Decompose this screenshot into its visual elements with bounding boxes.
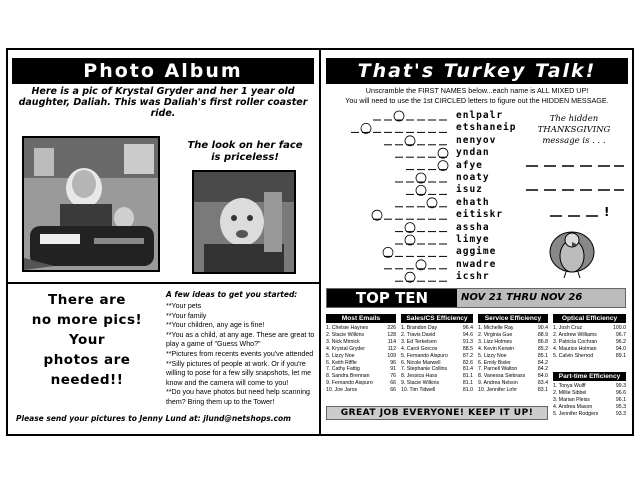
- instructions-line-1: Unscramble the FIRST NAMES below...each name is ALL MIXED UP!: [365, 86, 589, 95]
- row-name: 7. Stephanie Collins: [401, 366, 448, 373]
- no-more-line-2: no more pics!: [31, 312, 143, 328]
- top-ten-table: [478, 314, 548, 394]
- circled-letter: [438, 148, 448, 158]
- table-row: [401, 360, 473, 367]
- idea-item: **Your children, any age is fine!: [166, 321, 265, 330]
- row-value: 76: [390, 373, 396, 380]
- row-name: 2. Virginia Gue: [478, 331, 513, 338]
- row-value: 87.2: [462, 352, 473, 359]
- row-value: 226: [387, 325, 396, 331]
- table-row: [326, 373, 396, 380]
- circled-letter: [361, 123, 371, 133]
- great-job-banner: GREAT JOB EVERYONE! KEEP IT UP!: [326, 406, 548, 420]
- row-value: 96.1: [615, 396, 626, 403]
- row-value: 86.8: [537, 338, 548, 345]
- row-value: 85.1: [537, 352, 548, 359]
- row-value: 114: [387, 338, 396, 345]
- idea-item: **Silly pictures of people at work. Or if you're willing to pose for a few silly snapshots, let me know and the camera will come to you!: [166, 359, 312, 387]
- row-value: 96.2: [615, 338, 626, 345]
- table-row: [326, 339, 396, 346]
- table-row: [553, 383, 626, 390]
- top-ten-table: [553, 314, 626, 360]
- top-ten-table: [553, 372, 626, 418]
- row-value: 91: [390, 366, 396, 373]
- row-name: 3. Lizz Holmes: [478, 338, 513, 345]
- photo-caption: Here is a pic of Krystal Gryder and her 1 year old daughter, Daliah. This was Daliah's first roller coaster ride.: [18, 86, 308, 119]
- row-name: 5. Lizzy Noe: [326, 352, 355, 359]
- scrambled-word: limye: [456, 234, 490, 245]
- row-name: 5. Lizzy Noe: [478, 352, 507, 359]
- scrambled-word: etshaneip: [456, 122, 517, 134]
- row-name: 1. Josh Cruz: [553, 325, 583, 331]
- table-title: Sales/CS Efficiency: [401, 314, 473, 323]
- row-name: 4. Andrea Mason: [553, 403, 593, 410]
- word-scramble-puzzle: [328, 110, 517, 286]
- table-row: [478, 332, 548, 339]
- table-row: [553, 397, 626, 404]
- scrambled-word: eitiskr: [456, 209, 504, 221]
- row-value: 85.2: [537, 345, 548, 352]
- no-more-line-3: Your: [68, 332, 106, 348]
- row-name: 10. Jennifer Lohr: [478, 387, 517, 394]
- row-name: 3. Marian Pleiss: [553, 396, 590, 403]
- row-name: 8. Vanessa Siebrass: [478, 373, 526, 380]
- row-name: 3. Nick Mirnick: [326, 338, 360, 345]
- table-row: [401, 325, 473, 332]
- scrambled-word: enlpalr: [456, 110, 504, 121]
- ideas-title: A few ideas to get you started:: [166, 290, 298, 299]
- table-row: [478, 339, 548, 346]
- table-row: [553, 353, 626, 360]
- row-name: 4. Carol Gorcos: [401, 345, 438, 352]
- idea-item: **Pictures from recents events you've attended: [166, 349, 314, 358]
- row-name: 2. Stacie Wilkins: [326, 331, 365, 338]
- row-name: 9. Andrea Nelson: [478, 380, 518, 387]
- table-row: [553, 332, 626, 339]
- scrambled-word: isuz: [456, 184, 483, 196]
- row-name: 5. Fernando Aispuro: [401, 352, 448, 359]
- table-row: [401, 353, 473, 360]
- row-name: 6. Emily Bixler: [478, 359, 511, 366]
- table-row: [478, 346, 548, 353]
- table-title: Part-time Efficiency: [553, 372, 626, 381]
- row-name: 10. Tim Tidwell: [401, 387, 436, 394]
- idea-item: **Do you have photos but need help scanning them? Bring them up to the Tower!: [166, 388, 310, 406]
- hidden-message-label: The hidden THANKSGIVING message is . . .: [537, 114, 611, 146]
- scrambled-word: nenyov: [456, 134, 497, 146]
- circled-letter: [416, 185, 426, 195]
- table-row: [326, 353, 396, 360]
- table-row: [478, 380, 548, 387]
- row-value: 94.0: [615, 345, 626, 352]
- table-row: [401, 339, 473, 346]
- table-row: [326, 366, 396, 373]
- row-name: 9. Stacie Wilkins: [401, 380, 440, 387]
- top-ten-banner: [326, 288, 626, 308]
- row-name: 1. Tonya Wulff: [553, 383, 586, 389]
- answer-blanks: [328, 110, 456, 286]
- table-row: [401, 366, 473, 373]
- table-row: [553, 404, 626, 411]
- row-name: 10. Joe Jaros: [326, 387, 358, 394]
- no-more-line-1: There are: [48, 292, 126, 308]
- table-row: [478, 360, 548, 367]
- circled-letter: [416, 260, 426, 270]
- row-name: 6. Keith Riffle: [326, 359, 357, 366]
- table-row: [401, 380, 473, 387]
- table-row: [326, 325, 396, 332]
- row-name: 3. Ed Terkelsen: [401, 338, 437, 345]
- row-name: 8. Jessica Hass: [401, 373, 438, 380]
- table-row: [553, 411, 626, 418]
- row-value: 95.3: [615, 403, 626, 410]
- table-row: [326, 387, 396, 394]
- row-value: 112: [387, 345, 396, 352]
- table-row: [478, 387, 548, 394]
- table-row: [326, 380, 396, 387]
- priceless-caption: The look on her face is priceless!: [187, 140, 303, 163]
- scrambled-word: yndan: [456, 147, 490, 159]
- row-value: 83.1: [537, 387, 548, 394]
- svg-text:!: !: [604, 205, 610, 219]
- top-ten-table: [401, 314, 473, 394]
- table-row: [326, 360, 396, 367]
- row-value: 82.6: [462, 359, 473, 366]
- daughter-photo: [192, 170, 296, 274]
- top-ten-table: [326, 314, 396, 394]
- scrambled-word: afye: [456, 159, 483, 171]
- row-name: 8. Sandra Brennan: [326, 373, 370, 380]
- row-name: 9. Fernando Aispuro: [326, 380, 373, 387]
- row-value: 84.0: [537, 373, 548, 380]
- hidden-message-blanks: [522, 150, 626, 284]
- row-name: 7. Cathy Fattig: [326, 366, 360, 373]
- row-name: 1. Brandon Day: [401, 325, 438, 331]
- row-value: 83.4: [537, 380, 548, 387]
- no-more-line-5: needed!!: [50, 372, 124, 388]
- ideas-list: [166, 302, 318, 408]
- row-value: 90.4: [537, 325, 548, 331]
- idea-item: **You as a child, at any age. These are great to play a game of "Guess Who?": [166, 330, 315, 349]
- table-row: [478, 325, 548, 332]
- table-title: Service Efficiency: [478, 314, 548, 323]
- table-row: [401, 387, 473, 394]
- row-name: 2. Travis David: [401, 331, 436, 338]
- scrambled-word: aggime: [456, 246, 497, 258]
- row-value: 66: [390, 387, 396, 394]
- no-more-pics-heading: [12, 290, 162, 390]
- row-value: 81.1: [462, 373, 473, 380]
- row-value: 81.1: [462, 380, 473, 387]
- roller-coaster-photo: [22, 136, 160, 272]
- table-row: [326, 346, 396, 353]
- table-row: [478, 353, 548, 360]
- table-row: [401, 346, 473, 353]
- send-pictures-note: Please send your pictures to Jenny Lund at: jlund@netshops.com: [16, 414, 291, 423]
- row-name: 4. Maurice Holman: [553, 345, 597, 352]
- row-value: 81.0: [462, 387, 473, 394]
- table-row: [553, 339, 626, 346]
- table-row: [401, 332, 473, 339]
- table-row: [553, 346, 626, 353]
- row-value: 81.4: [462, 366, 473, 373]
- row-value: 66: [390, 380, 396, 387]
- table-row: [401, 373, 473, 380]
- scrambled-word: noaty: [456, 172, 490, 183]
- row-value: 88.9: [537, 331, 548, 338]
- table-title: Most Emails: [326, 314, 396, 323]
- row-name: 5. Calvin Sherrod: [553, 352, 594, 359]
- table-row: [553, 390, 626, 397]
- row-name: 2. Millie Sibbel: [553, 389, 587, 396]
- row-value: 96: [390, 359, 396, 366]
- row-name: 7. Parnell Walton: [478, 366, 518, 373]
- table-row: [478, 366, 548, 373]
- row-name: 1. Michelle Ray: [478, 325, 514, 331]
- row-name: 1. Chelsie Haynes: [326, 325, 369, 331]
- table-title: Optical Efficiency: [553, 314, 626, 323]
- turkey-talk-banner: That's Turkey Talk!: [326, 58, 628, 84]
- idea-item: **Your family: [166, 311, 207, 320]
- photo-album-banner: Photo Album: [12, 58, 314, 84]
- no-more-line-4: photos are: [43, 352, 131, 368]
- row-value: 96.7: [615, 331, 626, 338]
- row-value: 109: [387, 352, 396, 359]
- vertical-divider: [319, 50, 321, 434]
- row-value: 84.2: [537, 366, 548, 373]
- row-value: 89.1: [615, 352, 626, 359]
- row-value: 100.0: [613, 325, 626, 331]
- scrambled-word: nwadre: [456, 258, 497, 270]
- row-name: 3. Patricia Cochran: [553, 338, 598, 345]
- row-value: 99.3: [615, 383, 626, 389]
- row-value: 84.2: [537, 359, 548, 366]
- row-name: 5. Jennifer Rodgers: [553, 410, 599, 417]
- row-value: 96.6: [615, 389, 626, 396]
- row-value: 128: [387, 331, 396, 338]
- table-row: [553, 325, 626, 332]
- idea-item: **Your pets: [166, 302, 202, 310]
- horizontal-divider: [8, 282, 319, 284]
- top-ten-label: TOP TEN: [327, 289, 457, 307]
- row-name: 6. Nicole Marwell: [401, 359, 441, 366]
- row-name: 4. Kevin Kerwin: [478, 345, 515, 352]
- scrambled-word: assha: [456, 221, 490, 233]
- row-value: 96.4: [462, 325, 473, 331]
- row-name: 2. Andrew Williams: [553, 331, 597, 338]
- scrambled-word: ehath: [456, 196, 490, 208]
- top-ten-dates: NOV 21 THRU NOV 26: [461, 292, 583, 303]
- scrambled-word: icshr: [456, 271, 490, 283]
- table-row: [478, 373, 548, 380]
- row-value: 94.6: [462, 331, 473, 338]
- row-value: 91.3: [462, 338, 473, 345]
- row-value: 88.5: [462, 345, 473, 352]
- row-value: 93.3: [615, 410, 626, 417]
- table-row: [326, 332, 396, 339]
- instructions-line-2: You will need to use the 1st CIRCLED letters to figure out the HIDDEN MESSAGE.: [345, 96, 609, 105]
- row-name: 4. Krystal Gryder: [326, 345, 365, 352]
